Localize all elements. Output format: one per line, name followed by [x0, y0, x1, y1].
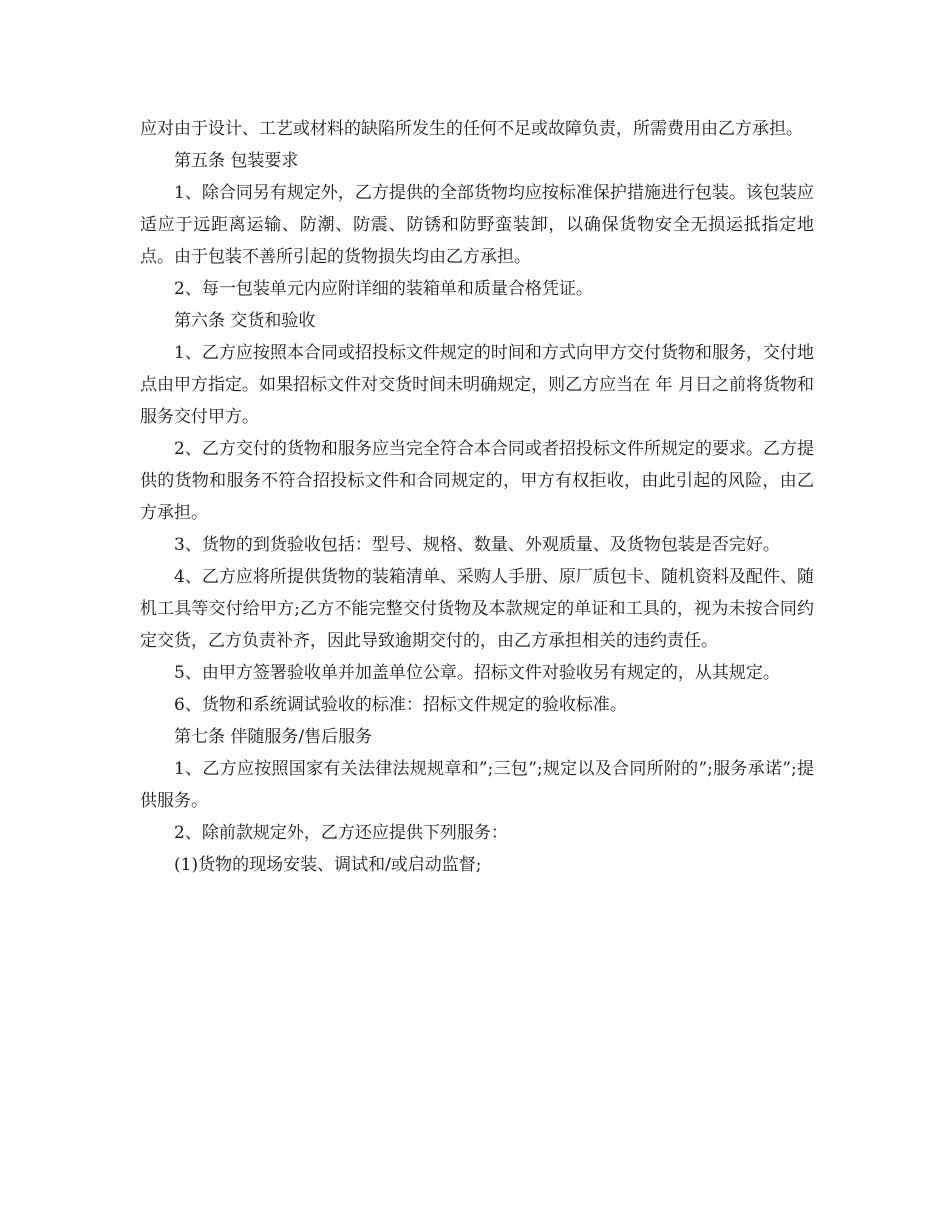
- paragraph: 2、乙方交付的货物和服务应当完全符合本合同或者招投标文件所规定的要求。乙方提供的货物和服务不符合招投标文件和合同规定的，甲方有权拒收，由此引起的风险，由乙方承担。: [140, 439, 814, 523]
- document-body: [140, 113, 814, 881]
- paragraph: 1、乙方应按照本合同或招投标文件规定的时间和方式向甲方交付货物和服务，交付地点由甲方指定。如果招标文件对交货时间未明确规定，则乙方应当在 年 月日之前将货物和服务交付甲方。: [140, 343, 814, 427]
- section-heading-article-6: 第六条 交货和验收: [174, 311, 316, 331]
- paragraph-continuation: 应对由于设计、工艺或材料的缺陷所发生的任何不足或故障负责，所需费用由乙方承担。: [140, 119, 803, 139]
- paragraph: 6、货物和系统调试验收的标准：招标文件规定的验收标准。: [174, 695, 627, 715]
- paragraph: 4、乙方应将所提供货物的装箱清单、采购人手册、原厂质包卡、随机资料及配件、随机工具等交付给甲方;乙方不能完整交付货物及本款规定的单证和工具的，视为未按合同约定交货，乙方负责补齐，因此导致逾期交付的，由乙方承担相关的违约责任。: [140, 567, 814, 651]
- paragraph: 1、乙方应按照国家有关法律法规规章和”;三包”;规定以及合同所附的”;服务承诺”;提供服务。: [140, 759, 814, 811]
- paragraph: 2、除前款规定外，乙方还应提供下列服务：: [174, 823, 508, 843]
- paragraph: 5、由甲方签署验收单并加盖单位公章。招标文件对验收另有规定的，从其规定。: [174, 663, 780, 683]
- list-item: (1)货物的现场安装、调试和/或启动监督;: [174, 855, 482, 875]
- paragraph: 2、每一包装单元内应附详细的装箱单和质量合格凭证。: [174, 279, 593, 299]
- paragraph: 3、货物的到货验收包括：型号、规格、数量、外观质量、及货物包装是否完好。: [174, 535, 780, 555]
- section-heading-article-5: 第五条 包装要求: [174, 151, 299, 171]
- section-heading-article-7: 第七条 伴随服务/售后服务: [174, 727, 373, 747]
- paragraph: 1、除合同另有规定外，乙方提供的全部货物均应按标准保护措施进行包装。该包装应适应于远距离运输、防潮、防震、防锈和防野蛮装卸，以确保货物安全无损运抵指定地点。由于包装不善所引起的货物损失均由乙方承担。: [140, 183, 814, 267]
